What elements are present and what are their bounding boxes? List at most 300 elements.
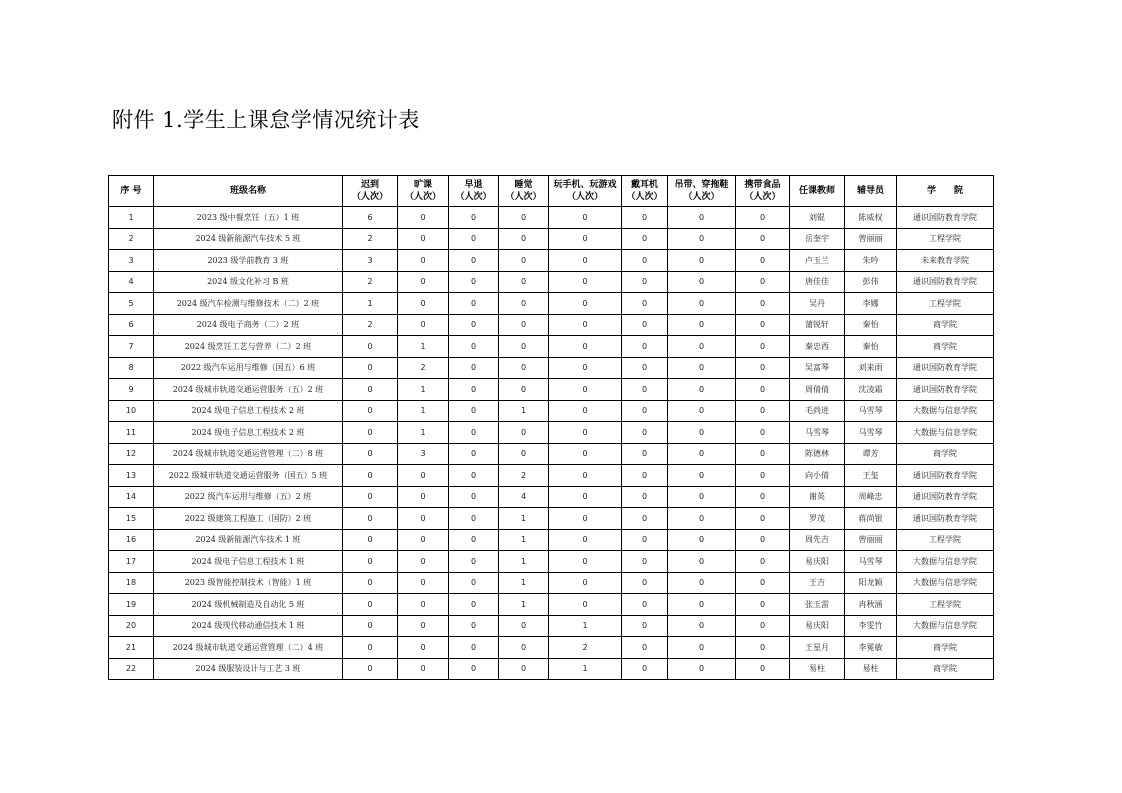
table-cell: 0 <box>668 379 736 401</box>
table-cell: 0 <box>499 422 549 444</box>
table-cell: 0 <box>622 486 668 508</box>
table-cell: 0 <box>622 594 668 616</box>
table-cell: 通识国防教育学院 <box>897 508 994 530</box>
table-cell: 0 <box>449 336 499 358</box>
statistics-table <box>108 175 994 680</box>
table-cell: 通识国防教育学院 <box>897 379 994 401</box>
table-cell: 0 <box>668 594 736 616</box>
table-cell: 0 <box>622 615 668 637</box>
table-cell: 0 <box>736 572 790 594</box>
table-cell: 1 <box>549 615 622 637</box>
table-cell: 1 <box>109 207 154 229</box>
column-header-text: 旷课 <box>413 180 432 190</box>
table-cell: 唐佳佳 <box>790 271 845 293</box>
table-cell: 2024 级城市轨道交通运营管理（二）4 班 <box>154 637 343 659</box>
table-cell: 2 <box>109 228 154 250</box>
table-cell: 0 <box>449 465 499 487</box>
table-cell: 李娜 <box>845 293 897 315</box>
table-cell: 工程学院 <box>897 293 994 315</box>
table-cell: 0 <box>622 422 668 444</box>
table-cell: 0 <box>549 486 622 508</box>
table-cell: 0 <box>449 422 499 444</box>
table-cell: 0 <box>449 357 499 379</box>
table-cell: 0 <box>668 551 736 573</box>
table-cell: 0 <box>736 615 790 637</box>
table-cell: 大数据与信息学院 <box>897 422 994 444</box>
table-cell: 0 <box>668 615 736 637</box>
column-header-text: 吊带、穿拖鞋 <box>674 180 729 190</box>
table-cell: 0 <box>622 357 668 379</box>
table-cell: 冉秋涵 <box>845 594 897 616</box>
table-cell: 1 <box>398 379 449 401</box>
column-header <box>398 176 449 207</box>
table-cell: 0 <box>549 551 622 573</box>
table-cell: 0 <box>622 637 668 659</box>
page-title: 附件 1.学生上课怠学情况统计表 <box>112 108 420 132</box>
column-header-text: （人次） <box>455 192 492 202</box>
table-cell: 1 <box>398 400 449 422</box>
table-row <box>109 529 994 551</box>
table-cell: 0 <box>449 529 499 551</box>
table-cell: 19 <box>109 594 154 616</box>
table-cell: 工程学院 <box>897 228 994 250</box>
table-cell: 1 <box>499 508 549 530</box>
table-cell: 2024 级汽车检测与维修技术（二）2 班 <box>154 293 343 315</box>
table-row <box>109 594 994 616</box>
table-cell: 易庆阳 <box>790 551 845 573</box>
table-cell: 0 <box>499 336 549 358</box>
table-row <box>109 658 994 680</box>
table-cell: 工程学院 <box>897 529 994 551</box>
table-cell: 9 <box>109 379 154 401</box>
table-cell: 1 <box>499 551 549 573</box>
table-cell: 0 <box>343 572 398 594</box>
column-header <box>109 176 154 207</box>
table-cell: 商学院 <box>897 443 994 465</box>
table-cell: 0 <box>736 357 790 379</box>
table-cell: 0 <box>668 271 736 293</box>
table-cell: 0 <box>449 400 499 422</box>
table-cell: 0 <box>398 529 449 551</box>
table-cell: 0 <box>343 443 398 465</box>
table-cell: 3 <box>109 250 154 272</box>
table-cell: 2022 级城市轨道交通运营服务（国五）5 班 <box>154 465 343 487</box>
table-cell: 0 <box>622 271 668 293</box>
table-cell: 2024 级电子信息工程技术 2 班 <box>154 422 343 444</box>
table-cell: 0 <box>343 379 398 401</box>
table-cell: 0 <box>343 529 398 551</box>
column-header-text: （人次） <box>351 192 388 202</box>
column-header <box>790 176 845 207</box>
table-cell: 0 <box>549 465 622 487</box>
table-cell: 0 <box>398 228 449 250</box>
table-cell: 0 <box>549 207 622 229</box>
table-cell: 0 <box>736 443 790 465</box>
table-cell: 0 <box>736 400 790 422</box>
table-cell: 22 <box>109 658 154 680</box>
column-header <box>897 176 994 207</box>
table-cell: 0 <box>343 486 398 508</box>
table-cell: 8 <box>109 357 154 379</box>
table-cell: 陈德林 <box>790 443 845 465</box>
table-row <box>109 615 994 637</box>
table-cell: 未来教育学院 <box>897 250 994 272</box>
table-cell: 易柱 <box>790 658 845 680</box>
table-cell: 3 <box>398 443 449 465</box>
table-row <box>109 228 994 250</box>
table-cell: 0 <box>499 637 549 659</box>
table-cell: 0 <box>499 293 549 315</box>
table-cell: 0 <box>622 508 668 530</box>
table-cell: 17 <box>109 551 154 573</box>
table-row <box>109 207 994 229</box>
table-cell: 0 <box>398 594 449 616</box>
table-cell: 2024 级新能源汽车技术 5 班 <box>154 228 343 250</box>
table-cell: 0 <box>668 572 736 594</box>
table-cell: 0 <box>499 250 549 272</box>
column-header <box>549 176 622 207</box>
table-cell: 0 <box>622 443 668 465</box>
table-cell: 周先吉 <box>790 529 845 551</box>
table-cell: 0 <box>499 314 549 336</box>
table-cell: 0 <box>668 336 736 358</box>
table-cell: 0 <box>668 400 736 422</box>
table-cell: 6 <box>343 207 398 229</box>
column-header-text: （人次） <box>566 192 603 202</box>
table-cell: 0 <box>736 271 790 293</box>
column-header-text: （人次） <box>744 192 781 202</box>
table-cell: 2024 级机械制造及自动化 5 班 <box>154 594 343 616</box>
table-cell: 0 <box>343 594 398 616</box>
column-header-text: 早退 <box>464 180 483 190</box>
table-row <box>109 293 994 315</box>
table-cell: 朱吟 <box>845 250 897 272</box>
table-cell: 0 <box>449 379 499 401</box>
table-cell: 0 <box>499 658 549 680</box>
table-cell: 0 <box>736 508 790 530</box>
table-cell: 0 <box>343 615 398 637</box>
table-cell: 0 <box>398 250 449 272</box>
table-cell: 0 <box>736 336 790 358</box>
table-cell: 0 <box>736 465 790 487</box>
table-cell: 0 <box>549 357 622 379</box>
table-cell: 0 <box>736 250 790 272</box>
table-cell: 0 <box>549 336 622 358</box>
table-cell: 1 <box>499 572 549 594</box>
column-header <box>499 176 549 207</box>
table-cell: 2023 级学前教育 3 班 <box>154 250 343 272</box>
table-cell: 0 <box>668 529 736 551</box>
table-cell: 0 <box>398 314 449 336</box>
table-cell: 0 <box>449 508 499 530</box>
table-cell: 2024 级文化补习 B 班 <box>154 271 343 293</box>
column-header <box>736 176 790 207</box>
table-cell: 16 <box>109 529 154 551</box>
table-cell: 1 <box>499 529 549 551</box>
table-cell: 0 <box>499 207 549 229</box>
table-cell: 0 <box>449 443 499 465</box>
table-row <box>109 379 994 401</box>
table-cell: 0 <box>549 443 622 465</box>
table-cell: 0 <box>549 293 622 315</box>
column-header-text: （人次） <box>505 192 542 202</box>
table-cell: 通识国防教育学院 <box>897 486 994 508</box>
table-cell: 张玉雷 <box>790 594 845 616</box>
table-cell: 0 <box>622 207 668 229</box>
table-cell: 2022 级汽车运用与维修（国五）6 班 <box>154 357 343 379</box>
table-cell: 谢英 <box>790 486 845 508</box>
table-cell: 秦怡 <box>845 336 897 358</box>
column-header-text: 迟到 <box>360 180 379 190</box>
table-cell: 0 <box>343 400 398 422</box>
table-cell: 吴丹 <box>790 293 845 315</box>
table-cell: 0 <box>668 637 736 659</box>
table-cell: 0 <box>449 293 499 315</box>
table-cell: 马雪琴 <box>790 422 845 444</box>
table-cell: 14 <box>109 486 154 508</box>
table-cell: 刘来雨 <box>845 357 897 379</box>
table-cell: 0 <box>549 400 622 422</box>
table-cell: 0 <box>549 422 622 444</box>
table-cell: 大数据与信息学院 <box>897 572 994 594</box>
table-cell: 1 <box>549 658 622 680</box>
table-cell: 0 <box>449 228 499 250</box>
table-cell: 0 <box>499 615 549 637</box>
table-cell: 0 <box>549 314 622 336</box>
table-cell: 0 <box>449 250 499 272</box>
table-cell: 王星月 <box>790 637 845 659</box>
table-cell: 1 <box>398 422 449 444</box>
table-cell: 2 <box>343 314 398 336</box>
table-cell: 0 <box>499 357 549 379</box>
table-cell: 12 <box>109 443 154 465</box>
table-cell: 通识国防教育学院 <box>897 271 994 293</box>
table-cell: 0 <box>668 207 736 229</box>
table-cell: 0 <box>549 250 622 272</box>
table-cell: 0 <box>449 314 499 336</box>
table-cell: 0 <box>668 314 736 336</box>
column-header <box>622 176 668 207</box>
table-cell: 0 <box>398 207 449 229</box>
table-cell: 0 <box>549 529 622 551</box>
table-cell: 沈凌霜 <box>845 379 897 401</box>
table-cell: 大数据与信息学院 <box>897 615 994 637</box>
table-header-row <box>109 176 994 207</box>
table-cell: 0 <box>499 443 549 465</box>
table-cell: 20 <box>109 615 154 637</box>
table-cell: 13 <box>109 465 154 487</box>
table-cell: 0 <box>549 508 622 530</box>
table-cell: 曾丽丽 <box>845 529 897 551</box>
table-cell: 0 <box>736 658 790 680</box>
table-cell: 0 <box>449 594 499 616</box>
table-cell: 0 <box>499 271 549 293</box>
table-cell: 0 <box>668 357 736 379</box>
column-header-text: 序 号 <box>120 186 142 196</box>
table-cell: 0 <box>668 228 736 250</box>
table-cell: 0 <box>343 551 398 573</box>
table-cell: 0 <box>622 658 668 680</box>
table-cell: 马雪琴 <box>845 422 897 444</box>
table-cell: 1 <box>499 594 549 616</box>
table-cell: 易庆阳 <box>790 615 845 637</box>
table-cell: 周峰忠 <box>845 486 897 508</box>
column-header <box>343 176 398 207</box>
table-cell: 0 <box>449 551 499 573</box>
column-header-text: 学 院 <box>926 186 963 196</box>
table-cell: 0 <box>343 508 398 530</box>
table-row <box>109 271 994 293</box>
table-cell: 0 <box>398 615 449 637</box>
table-cell: 4 <box>499 486 549 508</box>
table-row <box>109 250 994 272</box>
table-cell: 0 <box>668 443 736 465</box>
table-cell: 蒲锐轩 <box>790 314 845 336</box>
table-cell: 0 <box>343 658 398 680</box>
table-cell: 2023 级中餐烹饪（五）1 班 <box>154 207 343 229</box>
table-cell: 15 <box>109 508 154 530</box>
table-row <box>109 551 994 573</box>
table-cell: 工程学院 <box>897 594 994 616</box>
table-cell: 0 <box>343 422 398 444</box>
table-cell: 王吉 <box>790 572 845 594</box>
table-cell: 商学院 <box>897 336 994 358</box>
table-cell: 曾丽丽 <box>845 228 897 250</box>
column-header-text: 携带食品 <box>744 180 781 190</box>
table-cell: 0 <box>622 250 668 272</box>
table-cell: 卢玉兰 <box>790 250 845 272</box>
table-cell: 大数据与信息学院 <box>897 551 994 573</box>
table-cell: 0 <box>622 336 668 358</box>
table-cell: 2024 级现代移动通信技术 1 班 <box>154 615 343 637</box>
table-cell: 2024 级电子商务（二）2 班 <box>154 314 343 336</box>
column-header <box>668 176 736 207</box>
table-cell: 0 <box>668 422 736 444</box>
table-cell: 2024 级新能源汽车技术 1 班 <box>154 529 343 551</box>
table-cell: 岳奎宇 <box>790 228 845 250</box>
table-cell: 0 <box>668 508 736 530</box>
column-header-text: 辅导员 <box>856 186 884 196</box>
table-cell: 0 <box>398 465 449 487</box>
table-cell: 0 <box>398 293 449 315</box>
table-row <box>109 486 994 508</box>
table-cell: 0 <box>622 572 668 594</box>
column-header <box>449 176 499 207</box>
table-cell: 18 <box>109 572 154 594</box>
table-cell: 0 <box>668 293 736 315</box>
table-cell: 0 <box>736 551 790 573</box>
table-cell: 大数据与信息学院 <box>897 400 994 422</box>
table-cell: 0 <box>736 314 790 336</box>
table-cell: 0 <box>449 572 499 594</box>
table-cell: 商学院 <box>897 658 994 680</box>
table-cell: 1 <box>499 400 549 422</box>
table-cell: 0 <box>449 271 499 293</box>
table-cell: 0 <box>449 637 499 659</box>
column-header-text: （人次） <box>404 192 441 202</box>
table-cell: 0 <box>736 594 790 616</box>
table-cell: 0 <box>736 529 790 551</box>
table-row <box>109 357 994 379</box>
table-cell: 5 <box>109 293 154 315</box>
table-cell: 0 <box>622 379 668 401</box>
table-cell: 0 <box>736 293 790 315</box>
table-row <box>109 572 994 594</box>
column-header <box>845 176 897 207</box>
table-cell: 0 <box>622 551 668 573</box>
table-cell: 2 <box>398 357 449 379</box>
table-cell: 0 <box>499 379 549 401</box>
table-cell: 7 <box>109 336 154 358</box>
table-cell: 0 <box>668 658 736 680</box>
column-header-text: 任课教师 <box>798 186 835 196</box>
table-cell: 2022 级建筑工程施工（国防）2 班 <box>154 508 343 530</box>
table-cell: 0 <box>668 250 736 272</box>
table-row <box>109 508 994 530</box>
table-cell: 0 <box>343 336 398 358</box>
table-cell: 通识国防教育学院 <box>897 357 994 379</box>
table-cell: 0 <box>736 379 790 401</box>
table-cell: 马雪琴 <box>845 551 897 573</box>
table-cell: 0 <box>622 228 668 250</box>
table-cell: 阳龙颖 <box>845 572 897 594</box>
table-cell: 2024 级电子信息工程技术 1 班 <box>154 551 343 573</box>
table-cell: 2023 级智能控制技术（智能）1 班 <box>154 572 343 594</box>
table-cell: 刘锟 <box>790 207 845 229</box>
table-cell: 0 <box>398 637 449 659</box>
table-row <box>109 637 994 659</box>
column-header <box>154 176 343 207</box>
table-cell: 0 <box>549 572 622 594</box>
column-header-text: （人次） <box>683 192 720 202</box>
table-cell: 0 <box>622 400 668 422</box>
table-cell: 2 <box>343 271 398 293</box>
table-cell: 周倩倩 <box>790 379 845 401</box>
table-cell: 2024 级电子信息工程技术 2 班 <box>154 400 343 422</box>
table-cell: 0 <box>549 228 622 250</box>
table-cell: 罗茂 <box>790 508 845 530</box>
table-cell: 商学院 <box>897 637 994 659</box>
table-cell: 1 <box>343 293 398 315</box>
table-cell: 0 <box>736 228 790 250</box>
table-cell: 0 <box>668 486 736 508</box>
table-row <box>109 465 994 487</box>
table-cell: 3 <box>343 250 398 272</box>
table-cell: 0 <box>499 228 549 250</box>
table-cell: 0 <box>343 637 398 659</box>
table-row <box>109 422 994 444</box>
table-cell: 0 <box>449 615 499 637</box>
column-header-text: 班级名称 <box>229 186 266 196</box>
table-cell: 0 <box>549 379 622 401</box>
table-cell: 李雯竹 <box>845 615 897 637</box>
table-row <box>109 314 994 336</box>
table-cell: 0 <box>398 658 449 680</box>
table-cell: 0 <box>549 594 622 616</box>
table-cell: 0 <box>668 465 736 487</box>
table-cell: 6 <box>109 314 154 336</box>
table-cell: 0 <box>343 465 398 487</box>
table-cell: 2 <box>343 228 398 250</box>
table-cell: 11 <box>109 422 154 444</box>
table-cell: 向小倩 <box>790 465 845 487</box>
table-cell: 谭芳 <box>845 443 897 465</box>
table-cell: 0 <box>398 572 449 594</box>
table-cell: 王玺 <box>845 465 897 487</box>
table-cell: 马雪琴 <box>845 400 897 422</box>
table-cell: 2024 级城市轨道交通运营服务（五）2 班 <box>154 379 343 401</box>
column-header-text: 玩手机、玩游戏 <box>553 180 617 190</box>
